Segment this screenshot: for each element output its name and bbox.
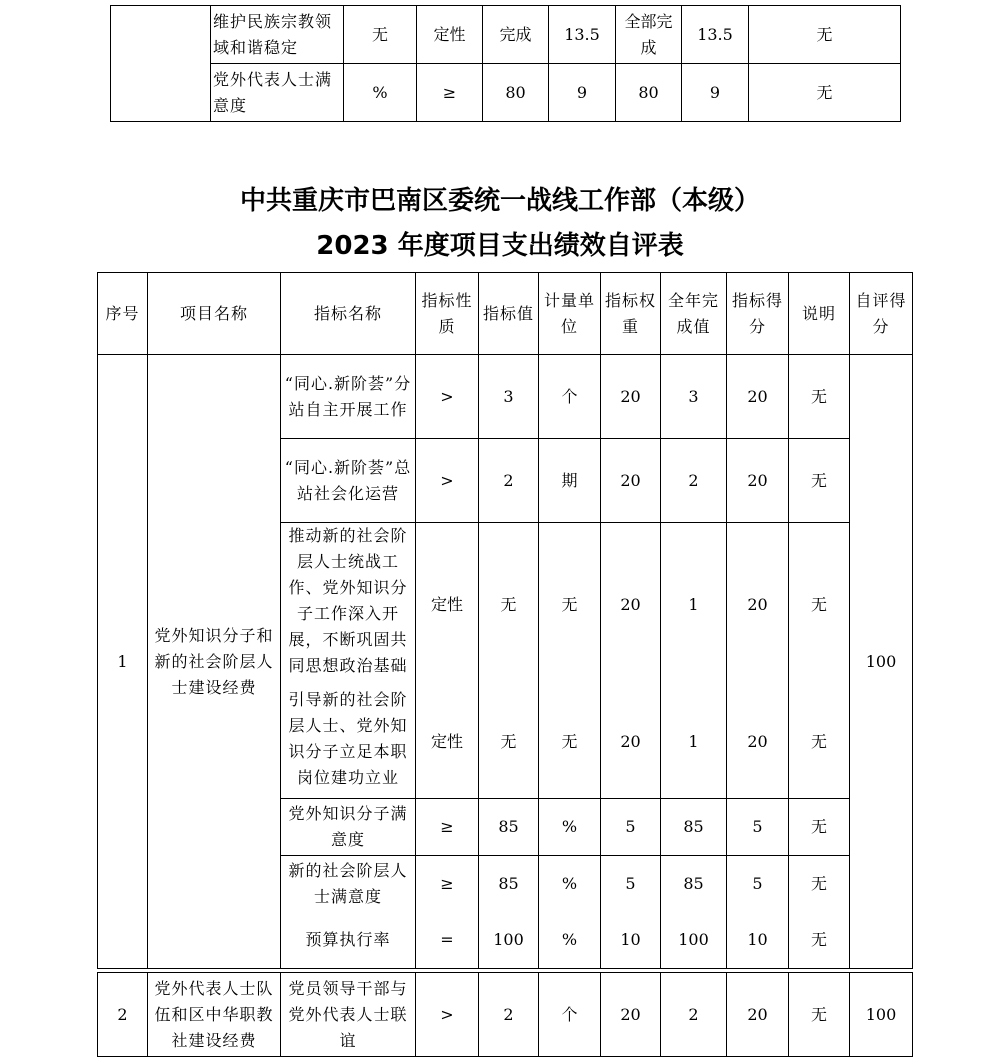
weight-cell: 20 bbox=[601, 439, 661, 523]
project-name-cell: 党外知识分子和新的社会阶层人士建设经费 bbox=[148, 355, 281, 969]
self-score-cell: 100 bbox=[850, 355, 913, 969]
weight-cell: 20 bbox=[601, 523, 661, 687]
table-row bbox=[111, 64, 901, 122]
indicator-name-cell: 党外知识分子满意度 bbox=[281, 799, 416, 856]
empty-cell bbox=[111, 6, 211, 122]
value-cell: 2 bbox=[479, 973, 539, 1057]
header-value: 指标值 bbox=[479, 273, 539, 355]
weight-cell: 5 bbox=[601, 856, 661, 913]
nature-cell: = bbox=[416, 913, 479, 969]
value-cell: 定性 bbox=[417, 6, 483, 64]
unit-cell: 个 bbox=[539, 973, 601, 1057]
nature-cell: ≥ bbox=[416, 799, 479, 856]
actual-cell: 2 bbox=[661, 973, 727, 1057]
nature-cell: ≥ bbox=[416, 856, 479, 913]
header-seq: 序号 bbox=[98, 273, 148, 355]
value-cell: 85 bbox=[479, 799, 539, 856]
actual-cell: 全部完成 bbox=[616, 6, 682, 64]
header-nature: 指标性质 bbox=[416, 273, 479, 355]
project-name-cell: 党外代表人士队伍和区中华职教社建设经费 bbox=[148, 973, 281, 1057]
actual-cell: 80 bbox=[616, 64, 682, 122]
note-cell: 无 bbox=[789, 973, 850, 1057]
indicator-name-cell: 党外代表人士满意度 bbox=[211, 64, 344, 122]
score-cell: 5 bbox=[727, 799, 789, 856]
indicator-name-cell: 推动新的社会阶层人士统战工作、党外知识分子工作深入开展，不断巩固共同思想政治基础 bbox=[281, 523, 416, 687]
weight-cell: 9 bbox=[549, 64, 616, 122]
indicator-name-cell: 维护民族宗教领域和谐稳定 bbox=[211, 6, 344, 64]
weight-cell: 20 bbox=[601, 355, 661, 439]
score-cell: 9 bbox=[682, 64, 749, 122]
table-row bbox=[98, 355, 913, 439]
weight-cell: 5 bbox=[601, 799, 661, 856]
unit-cell: 个 bbox=[539, 355, 601, 439]
value-cell: 100 bbox=[479, 913, 539, 969]
note-cell: 无 bbox=[789, 856, 850, 913]
actual-cell: 1 bbox=[661, 687, 727, 799]
header-weight: 指标权重 bbox=[601, 273, 661, 355]
top-continuation-table bbox=[110, 5, 901, 122]
value-cell: 85 bbox=[479, 856, 539, 913]
page-subtitle: 2023 年度项目支出绩效自评表 bbox=[316, 231, 684, 261]
header-score: 指标得分 bbox=[727, 273, 789, 355]
nature-cell: 定性 bbox=[416, 687, 479, 799]
value-cell: 2 bbox=[479, 439, 539, 523]
header-project: 项目名称 bbox=[148, 273, 281, 355]
header-indicator: 指标名称 bbox=[281, 273, 416, 355]
nature-cell: > bbox=[416, 439, 479, 523]
unit-cell: 80 bbox=[483, 64, 549, 122]
score-cell: 20 bbox=[727, 687, 789, 799]
actual-cell: 100 bbox=[661, 913, 727, 969]
indicator-name-cell: 新的社会阶层人士满意度 bbox=[281, 856, 416, 913]
note-cell: 无 bbox=[789, 687, 850, 799]
indicator-name-cell: “同心.新阶荟”总站社会化运营 bbox=[281, 439, 416, 523]
header-note: 说明 bbox=[789, 273, 850, 355]
header-unit: 计量单位 bbox=[539, 273, 601, 355]
unit-cell: % bbox=[539, 913, 601, 969]
score-cell: 13.5 bbox=[682, 6, 749, 64]
value-cell: 无 bbox=[479, 687, 539, 799]
unit-cell: 完成 bbox=[483, 6, 549, 64]
score-cell: 20 bbox=[727, 523, 789, 687]
note-cell: 无 bbox=[749, 6, 901, 64]
score-cell: 20 bbox=[727, 355, 789, 439]
note-cell: 无 bbox=[789, 355, 850, 439]
actual-cell: 85 bbox=[661, 799, 727, 856]
nature-cell: 定性 bbox=[416, 523, 479, 687]
performance-table bbox=[97, 272, 913, 1057]
weight-cell: 10 bbox=[601, 913, 661, 969]
header-actual: 全年完成值 bbox=[661, 273, 727, 355]
unit-cell: 无 bbox=[539, 523, 601, 687]
indicator-name-cell: “同心.新阶荟”分站自主开展工作 bbox=[281, 355, 416, 439]
seq-cell: 1 bbox=[98, 355, 148, 969]
actual-cell: 85 bbox=[661, 856, 727, 913]
seq-cell: 2 bbox=[98, 973, 148, 1057]
score-cell: 20 bbox=[727, 439, 789, 523]
value-cell: 无 bbox=[479, 523, 539, 687]
indicator-name-cell: 预算执行率 bbox=[281, 913, 416, 969]
unit-cell: % bbox=[539, 799, 601, 856]
note-cell: 无 bbox=[789, 799, 850, 856]
note-cell: 无 bbox=[789, 523, 850, 687]
table-row bbox=[111, 6, 901, 64]
unit-cell: 无 bbox=[539, 687, 601, 799]
weight-cell: 20 bbox=[601, 973, 661, 1057]
weight-cell: 13.5 bbox=[549, 6, 616, 64]
unit-cell: % bbox=[539, 856, 601, 913]
header-self-score: 自评得分 bbox=[850, 273, 913, 355]
indicator-name-cell: 党员领导干部与党外代表人士联谊 bbox=[281, 973, 416, 1057]
nature-cell: % bbox=[344, 64, 417, 122]
note-cell: 无 bbox=[749, 64, 901, 122]
page-title: 中共重庆市巴南区委统一战线工作部（本级） bbox=[239, 186, 760, 216]
actual-cell: 3 bbox=[661, 355, 727, 439]
actual-cell: 1 bbox=[661, 523, 727, 687]
nature-cell: 无 bbox=[344, 6, 417, 64]
note-cell: 无 bbox=[789, 439, 850, 523]
weight-cell: 20 bbox=[601, 687, 661, 799]
value-cell: ≥ bbox=[417, 64, 483, 122]
score-cell: 5 bbox=[727, 856, 789, 913]
table-row bbox=[98, 973, 913, 1057]
actual-cell: 2 bbox=[661, 439, 727, 523]
score-cell: 20 bbox=[727, 973, 789, 1057]
value-cell: 3 bbox=[479, 355, 539, 439]
nature-cell: > bbox=[416, 973, 479, 1057]
self-score-cell: 100 bbox=[850, 973, 913, 1057]
unit-cell: 期 bbox=[539, 439, 601, 523]
note-cell: 无 bbox=[789, 913, 850, 969]
nature-cell: > bbox=[416, 355, 479, 439]
indicator-name-cell: 引导新的社会阶层人士、党外知识分子立足本职岗位建功立业 bbox=[281, 687, 416, 799]
score-cell: 10 bbox=[727, 913, 789, 969]
header-row bbox=[98, 273, 913, 355]
